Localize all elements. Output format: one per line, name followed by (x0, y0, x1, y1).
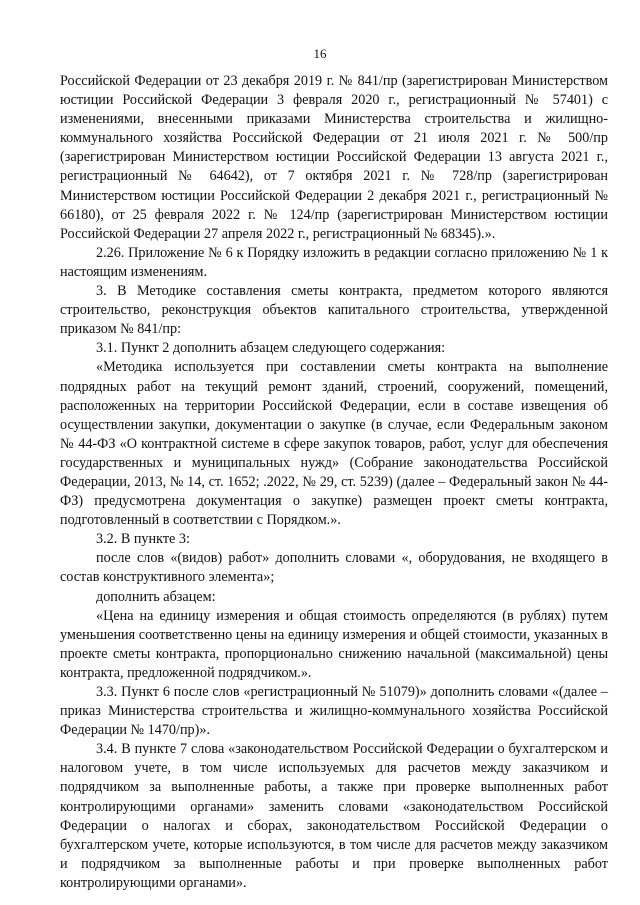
paragraph-3-2: 3.2. В пункте 3: (96, 531, 190, 548)
paragraph-continuation: Российской Федерации от 23 декабря 2019 г. № 841/пр (зарегистрирован Министерством юстиции Российской Федерации 3 февраля 2020 г., регистрационный № 57401) с изменениями, внесенными приказами Министерства строительства и жилищно-коммунального хозяйства Российской Федерации от 21 июля 2021 г. № 500/пр (зарегистрирован Министерством юстиции Российской Федерации 13 августа 2021 г., регистрационный № 64642), от 7 октября 2021 г. № 728/пр (зарегистрирован Министерством юстиции Российской Федерации 2 декабря 2021 г., регистрационный № 66180), от 25 февраля 2022 г. № 124/пр (зарегистрирован Министерством юстиции Российской Федерации 27 апреля 2022 г., регистрационный № 68345).». (60, 73, 608, 242)
paragraph-3-1: 3.1. Пункт 2 дополнить абзацем следующего содержания: (96, 340, 446, 357)
paragraph-3-4: 3.4. В пункте 7 слова «законодательством Российской Федерации о бухгалтерском и налоговом учете, в том числе используемых для расчетов между заказчиком и подрядчиком за выполненные работы, а также при проверке выполненных работ контролирующими органами» заменить словами «законодательством Российской Федерации о налогах и сборах, законодательством Российской Федерации о бухгалтерском учете, которые используются, в том числе для расчетов между заказчиком и подрядчиком за выполненные работы и при проверке выполненных работ контролирующими органами». (60, 741, 608, 891)
paragraph-after-words: после слов «(видов) работ» дополнить словами «, оборудования, не входящего в состав конструктивного элемента»; (60, 550, 608, 586)
paragraph-methodology-quote: «Методика используется при составлении сметы контракта на выполнение подрядных работ на текущий ремонт зданий, строений, сооружений, помещений, расположенных на территории Российской Федерации, если в составе извещения об осуществлении закупки, документации о закупке (в случае, если Федеральным законом № 44-ФЗ «О контрактной системе в сфере закупок товаров, работ, услуг для обеспечения государственных и муниципальных нужд» (Собрание законодательства Российской Федерации, 2013, № 14, ст. 1652; .2022, № 29, ст. 5239) (далее – Федеральный закон № 44-ФЗ) предусмотрена документация о закупке) размещен проект сметы контракта, подготовленный в соответствии с Порядком.». (60, 359, 608, 529)
paragraph-price-quote: «Цена на единицу измерения и общая стоимость определяются (в рублях) путем уменьшения соответственно цены на единицу измерения и общей стоимости, указанных в проекте сметы контракта, пропорционально снижению начальной (максимальной) цены контракта, предложенной подрядчиком.». (60, 607, 608, 681)
paragraph-3-3: 3.3. Пункт 6 после слов «регистрационный № 51079)» дополнить словами «(далее – приказ Министерства строительства и жилищно-коммунального хозяйства Российской Федерации № 1470/пр)». (60, 684, 608, 739)
paragraph-2-26: 2.26. Приложение № 6 к Порядку изложить в редакции согласно приложению № 1 к настоящим изменениям. (60, 244, 608, 280)
document-body (60, 72, 608, 893)
paragraph-supplement: дополнить абзацем: (96, 588, 216, 605)
page-number: 16 (313, 46, 327, 61)
paragraph-3: 3. В Методике составления сметы контракта, предметом которого являются строительство, реконструкция объектов капитального строительства, утвержденной приказом № 841/пр: (60, 283, 608, 338)
